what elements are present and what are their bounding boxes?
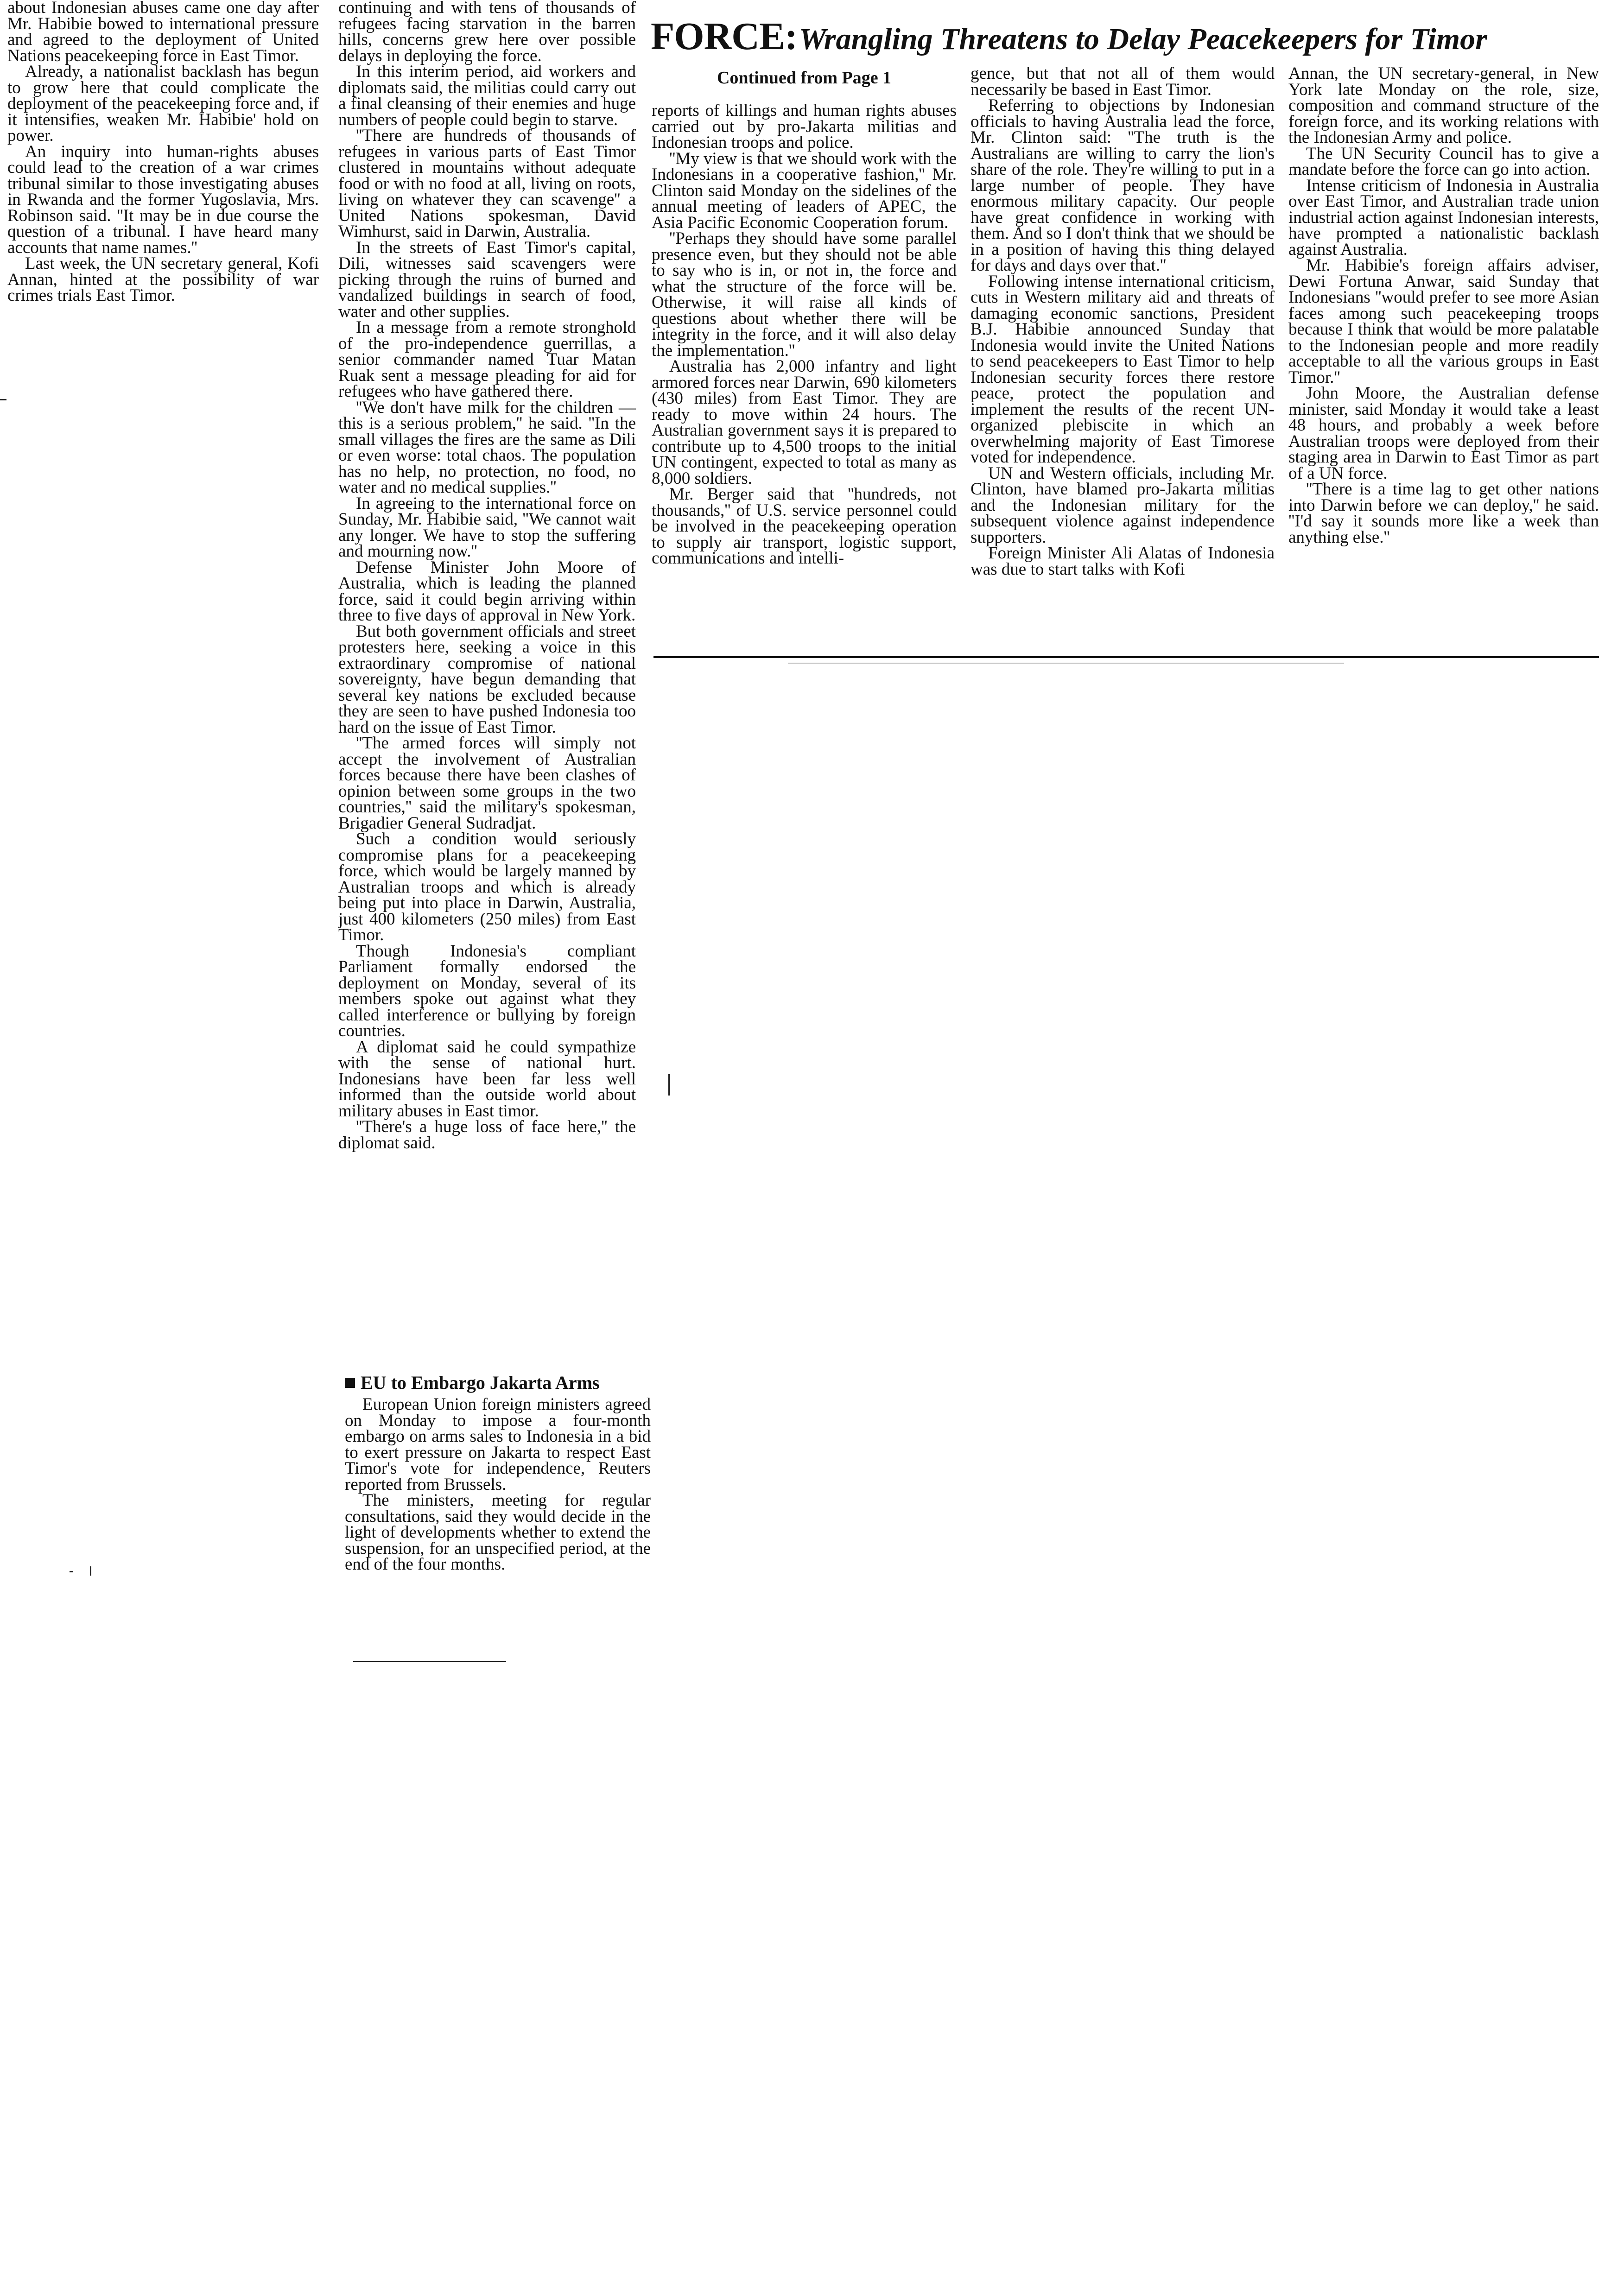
headline-kicker: FORCE: — [651, 15, 797, 58]
continued-line: Continued from Page 1 — [717, 68, 892, 88]
paragraph: In this interim period, aid workers and diplomats said, the militias could carry out a final cleansing of their enemies and huge numbers of people could begin to starve. — [338, 62, 636, 129]
paragraph: In agreeing to the international force on Sunday, Mr. Habibie said, ''We cannot wait any longer. We have to stop the suffering and mourning now.'' — [338, 494, 636, 561]
paragraph: Intense criticism of Indonesia in Australia over East Timor, and Australian trade union industrial action against Indonesian interests, have prompted a nationalistic backlash against Australia. — [1288, 176, 1599, 259]
scan-mark — [90, 1566, 91, 1576]
article-column-2 — [338, 0, 636, 1151]
subhead-text: EU to Embargo Jakarta Arms — [361, 1372, 600, 1393]
article-column-3 — [652, 103, 957, 567]
paragraph: The UN Security Council has to give a mandate before the force can go into action. — [1288, 144, 1599, 179]
paragraph: Australia has 2,000 infantry and light armored forces near Darwin, 690 kilometers (430 miles) from East Timor. They are ready to move within 24 hours. The Australian government says it is prepared to contribute up to 4,500 troops to the initial UN contingent, expected to total as many as 8,000 soldiers. — [652, 357, 957, 488]
paragraph: ''The armed forces will simply not accept the involvement of Australian forces because there have been clashes of opinion between some groups in the two countries,'' said the military's spokesman, Brigadier General Sudradjat. — [338, 734, 636, 833]
scan-mark — [668, 1074, 670, 1096]
article-column-1 — [7, 0, 319, 304]
square-bullet-icon — [345, 1378, 355, 1388]
paragraph: UN and Western officials, including Mr. Clinton, have blamed pro-Jakarta militias and the Indonesian military for the subsequent violence against independence supporters. — [971, 463, 1275, 547]
scan-mark — [70, 1571, 73, 1572]
paragraph: gence, but that not all of them would necessarily be based in East Timor. — [971, 64, 1275, 99]
paragraph: Referring to objections by Indonesian officials to having Australia lead the force, Mr. Clinton said: ''The truth is the Australians are willing to carry the lion's share of the role. They're willing to put in a large number of people. They have enormous military capacity. Our people have great confidence in working with them. And so I don't think that we should be in a position of having this thing delayed for days and days over that.'' — [971, 96, 1275, 275]
article-end-rule — [653, 656, 1599, 658]
paragraph: Already, a nationalist backlash has begun to grow here that could complicate the deployment of the peacekeeping force and, if it intensifies, weaken Mr. Habibie' hold on power. — [7, 62, 319, 145]
paragraph: Foreign Minister Ali Alatas of Indonesia was due to start talks with Kofi — [971, 544, 1275, 579]
paragraph: European Union foreign ministers agreed on Monday to impose a four-month embargo on arms sales to Indonesia in a bid to exert pressure on Jakarta to respect East Timor's vote for independence, Reuters reported from Brussels. — [345, 1395, 651, 1494]
paragraph: ''There's a huge loss of face here,'' the diplomat said. — [338, 1117, 636, 1153]
paragraph: continuing and with tens of thousands of refugees facing starvation in the barren hills, concerns grew here over possible delays in deploying the force. — [338, 0, 636, 65]
faint-rule — [788, 663, 1344, 664]
paragraph: ''My view is that we should work with the Indonesians in a cooperative fashion,'' Mr. Clinton said Monday on the sidelines of the annual meeting of leaders of APEC, the Asia Pacific Economic Cooperation forum. — [652, 149, 957, 232]
paragraph: The ministers, meeting for regular consultations, said they would decide in the light of developments whether to extend the suspension, for an unspecified period, at the end of the four months. — [345, 1491, 651, 1574]
headline-deck: Wrangling Threatens to Delay Peacekeepers for Timor — [799, 22, 1487, 56]
paragraph: John Moore, the Australian defense minister, said Monday it would take a least 48 hours, and probably a week before Australian troops were deployed from their staging area in Darwin to East Timor as part of a UN force. — [1288, 384, 1599, 483]
paragraph: Though Indonesia's compliant Parliament formally endorsed the deployment on Monday, several of its members spoke out against what they called interference or bullying by foreign countries. — [338, 941, 636, 1040]
scan-mark — [0, 399, 6, 400]
article-column-4 — [971, 66, 1275, 577]
sidebar-end-rule — [353, 1661, 506, 1662]
article-column-2-sidebar — [345, 1397, 651, 1573]
headline — [651, 14, 1605, 59]
paragraph: ''Perhaps they should have some parallel presence even, but they should not be able to say who is in, or not in, the force and what the structure of the force will be. Otherwise, it will raise all kinds of questions about whether there will be integrity in the force, and it will also delay the implementation.'' — [652, 229, 957, 360]
paragraph: Last week, the UN secretary general, Kofi Annan, hinted at the possibility of war crimes trials East Timor. — [7, 254, 319, 305]
paragraph: An inquiry into human-rights abuses could lead to the creation of a war crimes tribunal similar to those investigating abuses in Rwanda and the former Yugoslavia, Mrs. Robinson said. ''It may be in due course the question of a tribunal. I have heard many accounts that name names.'' — [7, 142, 319, 257]
paragraph: ''We don't have milk for the children — this is a serious problem,'' he said. ''In the small villages the fires are the same as Dili or even worse: total chaos. The population has no help, no protection, no food, no water and no medical supplies.'' — [338, 398, 636, 497]
paragraph: In a message from a remote stronghold of the pro-independence guerrillas, a senior commander named Tuar Matan Ruak sent a message pleading for aid for refugees who have gathered there. — [338, 318, 636, 401]
paragraph: about Indonesian abuses came one day after Mr. Habibie bowed to international pressure and agreed to the deployment of United Nations peacekeeping force in East Timor. — [7, 0, 319, 65]
paragraph: reports of killings and human rights abuses carried out by pro-Jakarta militias and Indonesian troops and police. — [652, 101, 957, 152]
paragraph: Mr. Habibie's foreign affairs adviser, Dewi Fortuna Anwar, said Sunday that Indonesians ''would prefer to see more Asian faces among such peacekeeping troops because I think that would be more palatable to the Indonesian people and more readily acceptable to all the various groups in East Timor.'' — [1288, 256, 1599, 387]
paragraph: Mr. Berger said that ''hundreds, not thousands,'' of U.S. service personnel could be involved in the peacekeeping operation to supply air transport, logistic support, communications and intelli- — [652, 485, 957, 568]
paragraph: But both government officials and street protesters here, seeking a voice in this extraordinary compromise of national sovereignty, have begun demanding that several key nations be excluded because they are seen to have pushed Indonesia too hard on the issue of East Timor. — [338, 621, 636, 737]
paragraph: Annan, the UN secretary-general, in New York late Monday on the role, size, composition and command structure of the foreign force, and its working relations with the Indonesian Army and police. — [1288, 64, 1599, 147]
paragraph: Following intense international criticism, cuts in Western military aid and threats of damaging economic sanctions, President B.J. Habibie announced Sunday that Indonesia would invite the United Nations to send peacekeepers to East Timor to help Indonesian security forces there restore peace, protect the population and implement the results of the recent UN-organized plebiscite in which an overwhelming majority of East Timorese voted for independence. — [971, 272, 1275, 467]
paragraph: In the streets of East Timor's capital, Dili, witnesses said scavengers were picking through the ruins of burned and vandalized buildings in search of food, water and other supplies. — [338, 238, 636, 321]
paragraph: Such a condition would seriously compromise plans for a peacekeeping force, which would be largely manned by Australian troops and which is already being put into place in Darwin, Australia, just 400 kilometers (250 miles) from East Timor. — [338, 830, 636, 944]
paragraph: A diplomat said he could sympathize with the sense of national hurt. Indonesians have been far less well informed than the outside world about military abuses in East timor. — [338, 1037, 636, 1121]
paragraph: Defense Minister John Moore of Australia, which is leading the planned force, said it could begin arriving within three to five days of approval in New York. — [338, 557, 636, 625]
subhead — [345, 1372, 651, 1393]
paragraph: ''There is a time lag to get other nations into Darwin before we can deploy,'' he said. ''I'd say it sounds more like a week than anything else.'' — [1288, 480, 1599, 547]
paragraph: ''There are hundreds of thousands of refugees in various parts of East Timor clustered in mountains without adequate food or with no food at all, living on roots, living on whatever they can scavenge'' a United Nations spokesman, David Wimhurst, said in Darwin, Australia. — [338, 126, 636, 241]
article-column-5 — [1288, 66, 1599, 545]
